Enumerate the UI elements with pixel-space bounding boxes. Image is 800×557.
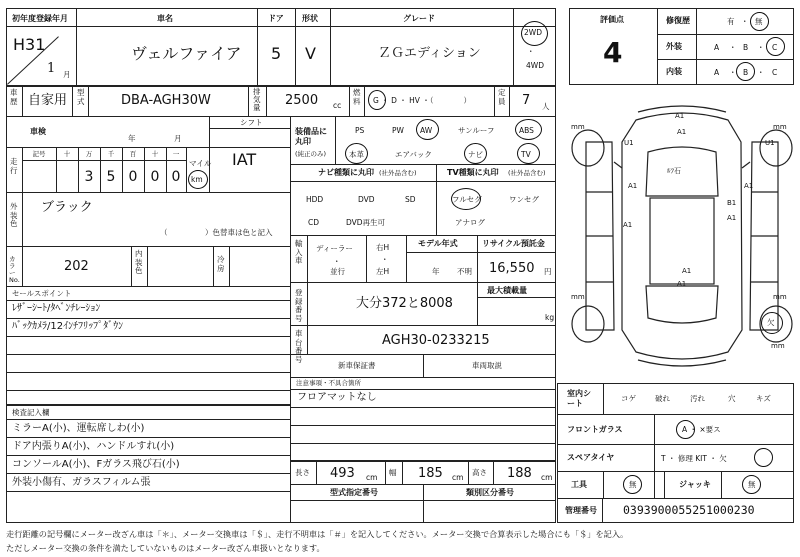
drive-4wd: 4WD (526, 61, 544, 70)
class-no-label: 類別区分番号 (466, 488, 514, 497)
tools-label: 工具 (571, 480, 587, 489)
shape: V (305, 44, 316, 63)
odometer-digit-header: 一 (172, 150, 180, 158)
spare-opts: T ・ 修理 KIT ・ 欠 (661, 454, 727, 463)
navi-sd: SD (405, 195, 416, 204)
damage-mark: B1 (727, 199, 737, 207)
model: DBA-AGH30W (121, 93, 211, 108)
tv-fullseg: フルセグ (452, 195, 482, 204)
sales-point-1: ﾚｻﾞｰｼｰﾄ/ﾀﾍﾞﾝﾁﾚｰｼｮﾝ (12, 303, 101, 314)
left-hand: 左H (376, 267, 390, 276)
damage-mark: ﾙﾌ石 (667, 167, 681, 175)
capacity-unit: 人 (542, 102, 550, 111)
sheet-dirt: 汚れ (690, 394, 705, 403)
tv-sub: (社外品含む) (508, 169, 546, 177)
fuel-label: 燃料 (353, 88, 361, 106)
max-load-unit: kg (545, 313, 555, 322)
usage-label: 車歴 (10, 88, 18, 106)
odometer-digit-header: 百 (129, 150, 137, 158)
odometer-digit-header: 千 (107, 150, 115, 158)
hand-dot: ・ (381, 255, 389, 264)
color-no: 202 (64, 259, 89, 274)
odometer-digit: 0 (150, 169, 160, 185)
odometer-digit: 0 (128, 169, 138, 185)
fuel-options: G ・ D ・ HV ・（ ） (373, 96, 472, 105)
mile-label: マイル (189, 159, 212, 168)
height-unit: cm (541, 473, 553, 482)
repaint-note: （ ）色替車は色と記入 (160, 228, 273, 237)
shaken-year-label: 年 (128, 134, 136, 143)
equipment-item: エアバック (395, 150, 432, 159)
drive-dot: ・ (527, 47, 535, 56)
inspector-line-2: ドア内張りA(小)、ハンドルすれ(小) (12, 441, 175, 452)
odometer-digit: 3 (84, 169, 94, 185)
damage-mark: A1 (675, 112, 685, 120)
length-label: 長さ (295, 468, 310, 477)
repair-dot: ・ (741, 17, 749, 26)
tools-value: 無 (629, 480, 637, 489)
recycle-unit: 円 (544, 267, 552, 276)
mm-mark: mm (571, 123, 585, 131)
grade: ＺＧエディション (378, 46, 481, 61)
capacity: 7 (522, 93, 531, 108)
repair-none: 無 (755, 17, 763, 26)
footer-note-1: 走行距離の記号欄にメーター改ざん車は「＊」、メーター交換車は「＄」、走行不明車は「＃」を記入してください。メーター交換で合算表示した場合にも「＄」を記入。 (6, 529, 629, 539)
odometer-digit-header: 記号 (32, 150, 46, 158)
inspector-line-4: 外装小傷有、ガラスフィルム張 (12, 477, 151, 488)
damage-mark: U1 (624, 139, 634, 147)
model-label: 型式 (77, 88, 85, 106)
score-label: 評価点 (600, 15, 624, 24)
damage-mark: A1 (623, 221, 633, 229)
damage-mark: A1 (677, 128, 687, 136)
model-year-unit: 年 (432, 267, 440, 276)
odometer-digit-header: 万 (85, 150, 93, 158)
mm-mark: mm (771, 342, 785, 350)
interior-color-label: 内装色 (135, 249, 143, 276)
control-no-label: 管理番号 (565, 506, 597, 515)
width-value: 185 (418, 466, 443, 481)
damage-mark: A1 (628, 182, 638, 190)
capacity-label: 定員 (498, 88, 506, 106)
notes-label: 注意事項・不具合箇所 (296, 379, 361, 387)
shape-label: 形状 (302, 14, 318, 23)
odometer-digit-header: 十 (63, 150, 71, 158)
navi-dvd-play: DVD再生可 (346, 218, 386, 227)
chassis-label: 車台番号 (295, 329, 303, 364)
recycle-label: リサイクル預託金 (482, 239, 545, 248)
displacement: 2500 (285, 93, 319, 108)
tv-analog: アナログ (455, 218, 485, 227)
int-grade-a: A (714, 68, 720, 77)
spare-missing-circle (754, 448, 773, 467)
chassis-number: AGH30-0233215 (382, 333, 490, 348)
jack-value: 無 (748, 480, 756, 489)
car-name: ヴェルファイア (131, 44, 242, 63)
import-dot: ・ (333, 257, 341, 266)
windshield-opts: A ・ ×要ス (682, 425, 721, 434)
height-value: 188 (507, 466, 532, 481)
equipment-item: PS (355, 126, 365, 135)
inspector-line-1: ミラーA(小)、運転席しわ(小) (12, 423, 145, 434)
int-grade-b: B (743, 68, 749, 77)
ext-grade-dot1: ・ (729, 43, 737, 52)
navi-hdd: HDD (306, 195, 324, 204)
new-car-warranty: 新車保証書 (338, 361, 376, 370)
footer-note-2: ただしメーター交換の条件を満たしていないものはメーター改ざん車扱いとなります。 (6, 543, 325, 553)
exterior-label: 外装色 (10, 202, 18, 229)
usage: 自家用 (28, 93, 68, 108)
mm-mark: mm (571, 293, 585, 301)
shaken-month-label: 月 (174, 134, 182, 143)
navi-cd: CD (308, 218, 320, 227)
equipment-item: サンルーフ (458, 126, 495, 135)
exterior-grade-label: 外装 (666, 42, 682, 51)
equipment-item: 本革 (349, 150, 364, 159)
sheet-burn: コゲ (621, 394, 636, 403)
drive-2wd: 2WD (524, 28, 542, 37)
equipment-item: ABS (519, 126, 534, 135)
shift: IAT (232, 150, 257, 169)
month-unit: 月 (63, 70, 71, 79)
equipment-item: TV (521, 150, 531, 159)
odometer-digit: 5 (106, 169, 116, 185)
ext-grade-dot2: ・ (757, 43, 765, 52)
sales-points-label: セールスポイント (12, 289, 72, 298)
exterior-color: ブラック (41, 200, 93, 215)
ext-grade-c: C (772, 43, 778, 52)
door-label: ドア (268, 14, 284, 23)
interior-sheet-label: 室内シート (567, 389, 591, 408)
grade-label: グレード (403, 14, 435, 23)
displacement-unit: cc (333, 101, 342, 110)
recycle-amount: 16,550 (489, 261, 535, 276)
km-label: km (191, 175, 203, 184)
model-year-unknown: 不明 (457, 267, 472, 276)
notes-text: フロアマットなし (297, 392, 377, 403)
equipment-sub: (純正のみ) (295, 150, 327, 158)
damage-mark: A1 (677, 280, 687, 288)
displacement-label: 排気量 (253, 87, 261, 112)
reg-month: 1 (47, 61, 56, 76)
control-number: 0393900055251000230 (623, 503, 755, 517)
equipment-label: 装備品に丸印 (295, 127, 327, 146)
interior-grade-label: 内装 (666, 67, 682, 76)
import-label: 輸入車 (295, 239, 303, 266)
cooling-label: 冷房 (217, 255, 225, 273)
repair-history-label: 修復歴 (666, 16, 690, 25)
type-no-label: 型式指定番号 (330, 488, 378, 497)
windshield-label: フロントガラス (567, 425, 623, 434)
width-label: 幅 (389, 468, 397, 477)
mm-mark: mm (773, 123, 787, 131)
damage-mark: A1 (682, 267, 692, 275)
equipment-item: ナビ (468, 150, 483, 159)
damage-mark: U1 (765, 139, 775, 147)
shift-label: シフト (240, 118, 263, 127)
import-dealer: ディーラー (316, 244, 353, 253)
equipment-item: AW (420, 126, 433, 135)
width-unit: cm (452, 473, 464, 482)
mm-mark: mm (773, 293, 787, 301)
ext-grade-b: B (743, 43, 749, 52)
navi-sub: (社外品含む) (379, 169, 417, 177)
missing-mark: 欠 (767, 318, 775, 327)
repair-yes: 有 (727, 17, 735, 26)
length-value: 493 (330, 466, 355, 481)
sheet-hole: 穴 (728, 394, 736, 403)
mileage-label: 走行 (10, 157, 18, 175)
spare-tire-label: スペアタイヤ (567, 453, 615, 462)
right-hand: 右H (376, 243, 390, 252)
jack-label: ジャッキ (679, 480, 711, 489)
inspector-line-3: コンソールA(小)、Fガラス飛び石(小) (12, 459, 180, 470)
int-grade-c: C (772, 68, 778, 77)
car-name-label: 車名 (157, 14, 173, 23)
int-grade-dot2: ・ (757, 68, 765, 77)
navi-header: ナビ種類に丸印 (318, 168, 374, 177)
owners-manual: 車両取説 (472, 361, 502, 370)
sales-point-2: ﾊﾞｯｸｶﾒﾗ/12ｲﾝﾁﾌﾘｯﾌﾟﾀﾞｳﾝ (12, 321, 124, 332)
sheet-tear: 破れ (655, 394, 670, 403)
navi-dvd: DVD (358, 195, 375, 204)
max-load-label: 最大積載量 (487, 286, 527, 295)
model-year-label: モデル年式 (418, 239, 458, 248)
doors: 5 (271, 44, 282, 63)
odometer-digit-header: 十 (151, 150, 159, 158)
int-grade-dot1: ・ (729, 68, 737, 77)
length-unit: cm (366, 473, 378, 482)
registration-label: 登録番号 (295, 288, 303, 323)
era-year: H31 (13, 35, 46, 54)
first-reg-label: 初年度登録年月 (12, 14, 68, 23)
damage-mark: A1 (727, 214, 737, 222)
registration-plate: 大分372と8008 (356, 296, 453, 311)
height-label: 高さ (472, 468, 487, 477)
import-parallel: 並行 (330, 267, 345, 276)
odometer-digit: 0 (171, 169, 181, 185)
inspector-label: 検査記入欄 (12, 408, 50, 417)
damage-mark: A1 (744, 182, 754, 190)
color-no-label: カラーNo. (9, 255, 20, 285)
sheet-scratch: キズ (756, 394, 771, 403)
tv-oneseg: ワンセグ (509, 195, 539, 204)
equipment-item: PW (392, 126, 404, 135)
score: 4 (603, 36, 623, 69)
shaken-label: 車検 (30, 127, 46, 136)
ext-grade-a: A (714, 43, 720, 52)
tv-header: TV種類に丸印 (447, 168, 499, 177)
